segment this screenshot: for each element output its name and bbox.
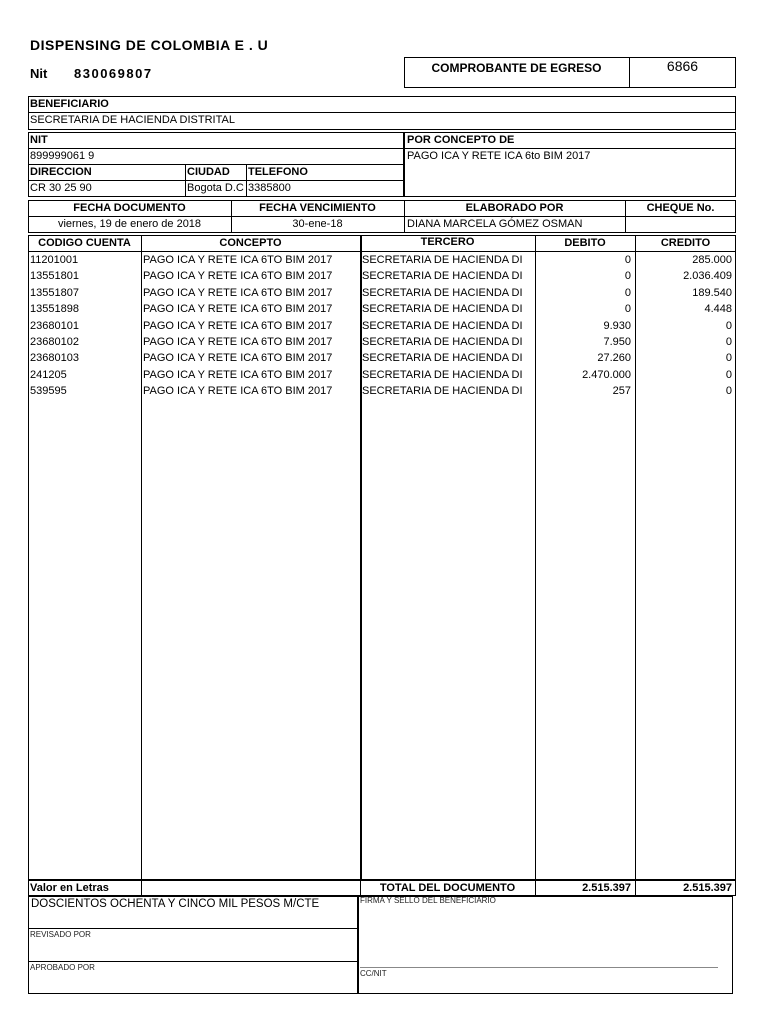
cell-codigo: 23680103	[30, 352, 79, 365]
cell-credito: 0	[725, 368, 732, 381]
address-value: CR 30 25 90	[30, 182, 92, 194]
beneficiary-label: BENEFICIARIO	[30, 98, 109, 110]
cell-tercero: SECRETARIA DE HACIENDA DI	[362, 303, 523, 316]
cell-tercero: SECRETARIA DE HACIENDA DI	[362, 385, 523, 398]
cell-credito: 0	[725, 352, 732, 365]
col-header-debito: DEBITO	[564, 237, 606, 249]
address-label: DIRECCION	[30, 166, 92, 178]
cell-tercero: SECRETARIA DE HACIENDA DI	[362, 336, 523, 348]
fecha-doc-label: FECHA DOCUMENTO	[73, 202, 186, 214]
company-name: DISPENSING DE COLOMBIA E . U	[30, 37, 269, 53]
table-row	[0, 285, 768, 301]
cell-debito: 257	[612, 385, 631, 398]
total-debito: 2.515.397	[582, 882, 631, 894]
table-row	[0, 301, 768, 317]
cell-concepto: PAGO ICA Y RETE ICA 6TO BIM 2017	[143, 385, 333, 398]
valor-letras-label: Valor en Letras	[30, 882, 109, 894]
nit-value: 830069807	[74, 66, 153, 81]
doc-number: 6866	[666, 58, 699, 74]
table-row	[0, 334, 768, 350]
cell-tercero: SECRETARIA DE HACIENDA DI	[362, 286, 523, 299]
col-header-codigo: CODIGO CUENTA	[38, 237, 131, 249]
valor-letras-value: DOSCIENTOS OCHENTA Y CINCO MIL PESOS M/CTE	[31, 898, 320, 910]
table-row	[0, 252, 768, 268]
table-row	[0, 268, 768, 284]
firma-label: FIRMA Y SELLO DEL BENEFICIARIO	[360, 896, 496, 905]
cell-debito: 9.930	[603, 319, 631, 332]
cell-credito: 0	[725, 385, 732, 398]
cell-credito: 2.036.409	[683, 270, 732, 283]
cell-debito: 2.470.000	[582, 368, 631, 381]
fecha-venc-value: 30-ene-18	[292, 218, 343, 230]
nit-label: Nit	[30, 66, 48, 81]
cell-tercero: SECRETARIA DE HACIENDA DI	[362, 368, 523, 381]
concept-value: PAGO ICA Y RETE ICA 6to BIM 2017	[407, 150, 591, 162]
cell-concepto: PAGO ICA Y RETE ICA 6TO BIM 2017	[143, 319, 333, 332]
fecha-doc-value: viernes, 19 de enero de 2018	[57, 218, 202, 230]
cell-credito: 0	[725, 336, 732, 348]
city-label: CIUDAD	[187, 166, 230, 178]
cell-credito: 0	[725, 319, 732, 332]
elaborado-label: ELABORADO POR	[465, 202, 564, 214]
cell-debito: 0	[624, 270, 631, 283]
concept-label: POR CONCEPTO DE	[407, 134, 515, 146]
table-row	[0, 367, 768, 383]
nit-field-label: NIT	[30, 134, 48, 146]
cell-concepto: PAGO ICA Y RETE ICA 6TO BIM 2017	[143, 286, 333, 299]
phone-label: TELEFONO	[248, 166, 308, 178]
cell-debito: 0	[624, 286, 631, 299]
cell-debito: 0	[624, 303, 631, 316]
nit-field-value: 899999061 9	[30, 150, 95, 162]
ccnit-label: CC/NIT	[360, 969, 387, 978]
table-row	[0, 383, 768, 399]
cell-debito: 0	[624, 254, 631, 266]
col-header-credito: CREDITO	[660, 237, 711, 249]
cell-codigo: 23680102	[30, 336, 79, 348]
cell-tercero: SECRETARIA DE HACIENDA DI	[362, 352, 523, 365]
cell-debito: 7.950	[603, 336, 631, 348]
cell-tercero: SECRETARIA DE HACIENDA DI	[362, 270, 523, 283]
cell-codigo: 23680101	[30, 319, 79, 332]
cell-credito: 4.448	[704, 303, 732, 316]
cell-tercero: SECRETARIA DE HACIENDA DI	[362, 319, 523, 332]
cell-codigo: 241205	[30, 368, 67, 381]
cheque-label: CHEQUE No.	[646, 202, 715, 214]
phone-value: 3385800	[248, 182, 291, 194]
signature-line	[360, 967, 718, 968]
table-row	[0, 318, 768, 334]
cell-codigo: 13551898	[30, 303, 79, 316]
col-header-concepto: CONCEPTO	[219, 237, 282, 249]
revisado-label: REVISADO POR	[30, 930, 91, 939]
cell-debito: 27.260	[597, 352, 631, 365]
cell-concepto: PAGO ICA Y RETE ICA 6TO BIM 2017	[143, 270, 333, 283]
fecha-venc-label: FECHA VENCIMIENTO	[259, 202, 376, 214]
cell-concepto: PAGO ICA Y RETE ICA 6TO BIM 2017	[143, 352, 333, 365]
col-header-tercero: TERCERO	[420, 236, 475, 248]
cell-codigo: 539595	[30, 385, 67, 398]
cell-credito: 285.000	[692, 254, 732, 266]
aprobado-label: APROBADO POR	[30, 963, 95, 972]
cell-credito: 189.540	[692, 286, 732, 299]
cell-concepto: PAGO ICA Y RETE ICA 6TO BIM 2017	[143, 336, 333, 348]
beneficiary-name: SECRETARIA DE HACIENDA DISTRITAL	[30, 114, 235, 126]
city-value: Bogota D.C	[187, 182, 244, 194]
elaborado-value: DIANA MARCELA GÓMEZ OSMAN	[407, 218, 583, 230]
doc-title: COMPROBANTE DE EGRESO	[431, 61, 602, 75]
total-credito: 2.515.397	[683, 882, 732, 894]
cell-concepto: PAGO ICA Y RETE ICA 6TO BIM 2017	[143, 368, 333, 381]
cell-concepto: PAGO ICA Y RETE ICA 6TO BIM 2017	[143, 254, 333, 266]
cell-codigo: 13551801	[30, 270, 79, 283]
cell-codigo: 11201001	[30, 254, 79, 266]
cell-tercero: SECRETARIA DE HACIENDA DI	[362, 254, 523, 266]
cell-codigo: 13551807	[30, 286, 79, 299]
signature-box	[358, 896, 733, 994]
total-label: TOTAL DEL DOCUMENTO	[379, 882, 516, 894]
table-row	[0, 350, 768, 366]
cell-concepto: PAGO ICA Y RETE ICA 6TO BIM 2017	[143, 303, 333, 316]
